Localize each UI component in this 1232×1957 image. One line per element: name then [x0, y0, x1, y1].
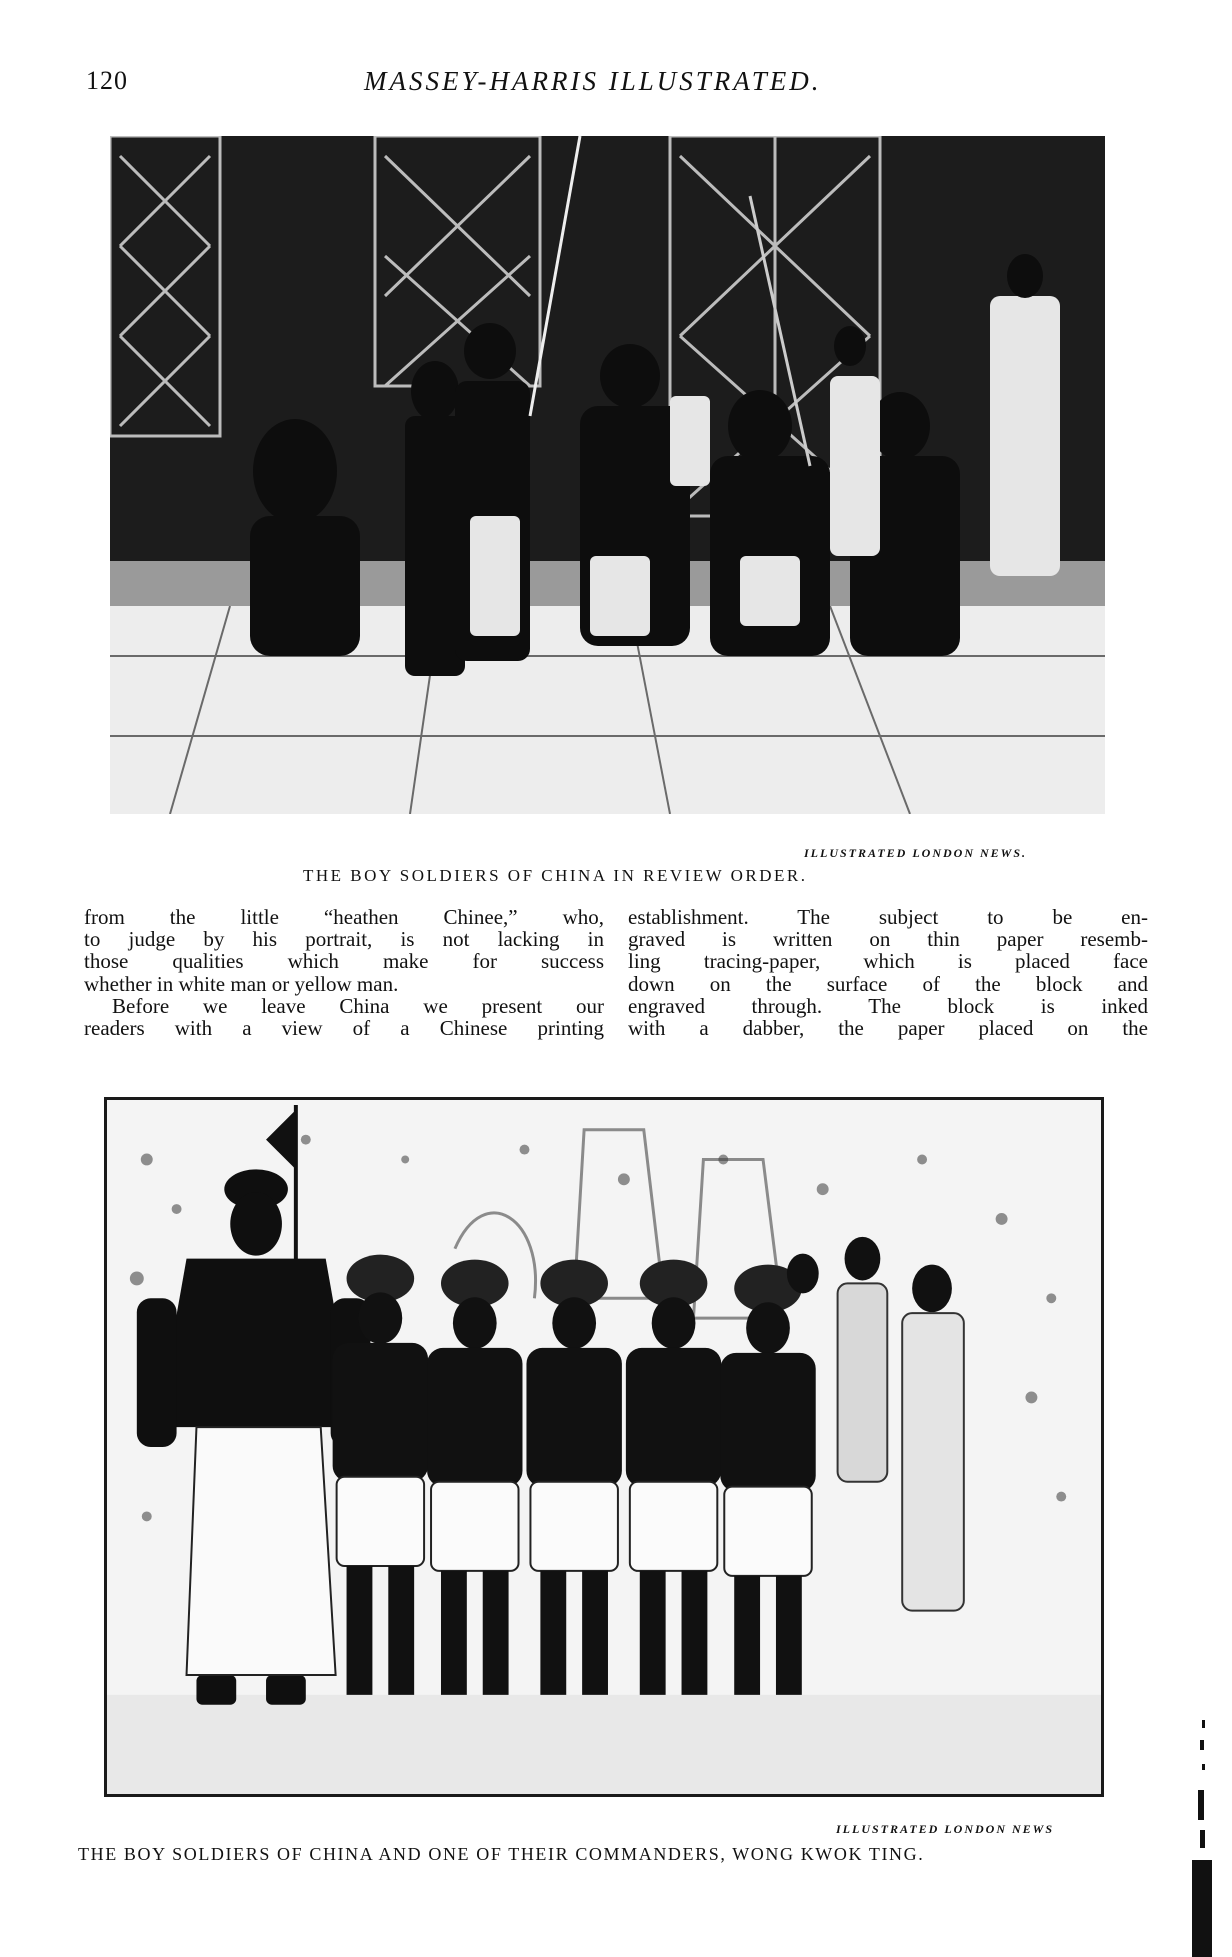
page-number: 120 — [86, 66, 128, 95]
boy-soldiers-commander-illustration — [104, 1097, 1104, 1797]
boy-soldiers-review-illustration — [110, 136, 1105, 814]
text-line: engraved through. The block is inked — [628, 993, 1148, 1018]
bottom-illustration-caption: THE BOY SOLDIERS OF CHINA AND ONE OF THEIR COMMANDERS, WONG KWOK TING. — [78, 1844, 925, 1864]
scan-edge-mark — [1188, 1720, 1218, 1957]
text-line: ling tracing-paper, which is placed face — [628, 949, 1148, 974]
text-line: whether in white man or yellow man. — [84, 971, 399, 996]
bottom-illustration-credit: ILLUSTRATED LONDON NEWS — [836, 1822, 1055, 1836]
top-illustration-credit: ILLUSTRATED LONDON NEWS. — [804, 846, 1028, 860]
text-line: from the little “heathen Chinee,” who, — [84, 905, 604, 929]
text-line: graved is written on thin paper resemb- — [628, 927, 1148, 952]
text-line: those qualities which make for success — [84, 949, 604, 974]
top-illustration-caption: THE BOY SOLDIERS OF CHINA IN REVIEW ORDER. — [303, 866, 808, 885]
text-line: establishment. The subject to be en- — [628, 905, 1148, 929]
commander-engraving — [107, 1100, 1101, 1794]
text-line: down on the surface of the block and — [628, 971, 1148, 996]
text-line: to judge by his portrait, is not lacking in — [84, 927, 604, 952]
body-text-right-column — [628, 906, 1148, 1039]
text-line: readers with a view of a Chinese printing — [84, 1015, 604, 1040]
body-text-left-column — [84, 906, 604, 1039]
text-line: with a dabber, the paper placed on the — [628, 1015, 1148, 1040]
running-head: MASSEY-HARRIS ILLUSTRATED. — [364, 66, 822, 96]
page-header — [86, 66, 1146, 106]
review-engraving — [110, 136, 1105, 814]
text-line: Before we leave China we present our — [112, 993, 604, 1018]
